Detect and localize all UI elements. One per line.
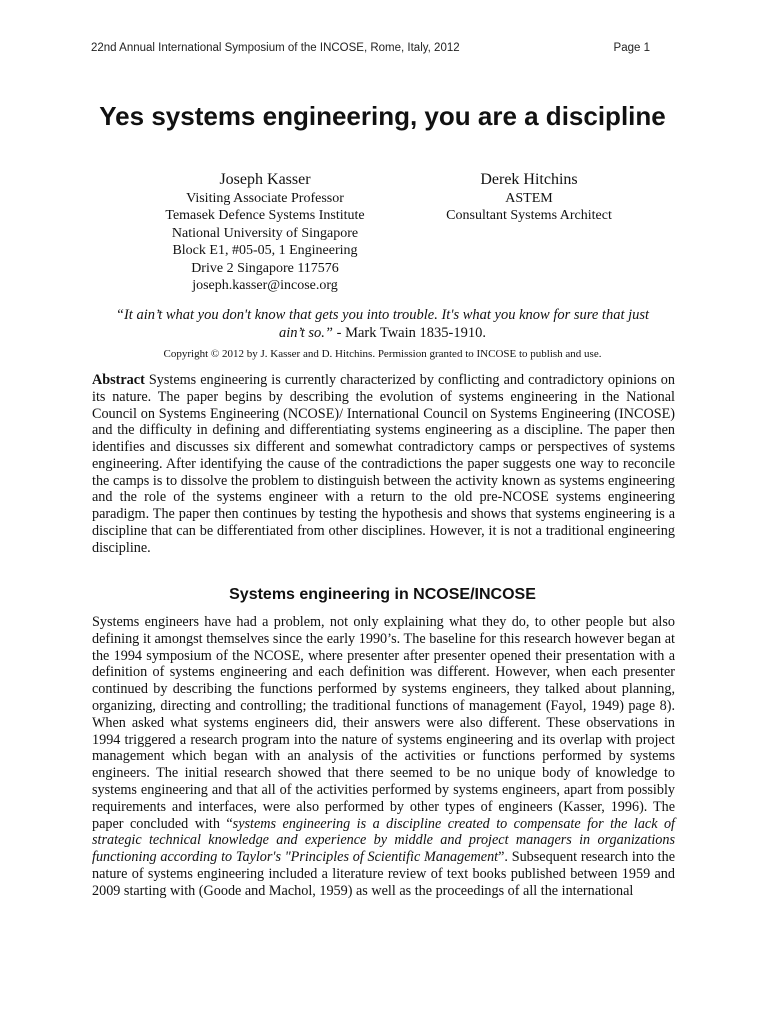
epigraph-quote (110, 306, 655, 342)
section-heading: Systems engineering in NCOSE/INCOSE (229, 586, 536, 603)
author-name: Joseph Kasser (219, 171, 311, 188)
paper-title: Yes systems engineering, you are a discipline (99, 101, 666, 131)
quote-attribution: - Mark Twain 1835-1910. (333, 325, 486, 341)
author-name: Derek Hitchins (480, 171, 578, 188)
section-paragraph (92, 614, 675, 900)
running-header (91, 42, 650, 54)
author-affiliation-line: Consultant Systems Architect (446, 208, 612, 224)
author-affiliation-line: National University of Singapore (171, 225, 359, 241)
author-hitchins (414, 170, 644, 294)
author-affiliation-line: ASTEM (505, 191, 553, 206)
paragraph-text: Systems engineers have had a problem, not only explaining what they do, to other people but also defining it amongst themselves since the early 1990’s. The baseline for this research however began at the 1994 symposium of the NCOSE, where presenter after presenter opened their presentation with a definition of systems engineering and each definition was different. However, when each presenter continued by describing the functions performed by systems engineers, they talked about planning, organizing, directing and controlling; the traditional functions of management (Fayol, 1949) page 8). When asked what systems engineers did, their answers were also different. These observations in 1994 triggered a research program into the nature of systems engineering and its overlap with project management which began with an analysis of the activities or functions performed by systems engineers. The initial research showed that there seemed to be no unique body of knowledge to systems engineering and that all of the activities performed by systems engineers, apart from possibly requirements and interfaces, were also performed by other types of engineers (Kasser, 1996). The paper concluded with “ (92, 614, 675, 832)
copyright-notice: Copyright © 2012 by J. Kasser and D. Hitchins. Permission granted to INCOSE to publish and use. (163, 348, 602, 360)
author-affiliation-line: Temasek Defence Systems Institute (165, 208, 365, 224)
header-conference: 22nd Annual International Symposium of the INCOSE, Rome, Italy, 2012 (91, 42, 460, 54)
paragraph-italic-quote: systems engineering is a discipline created to compensate for the lack of strategic technical knowledge and experience by middle and project managers in organizations functioning according to Taylor's "Principles of Scientific Management (92, 815, 675, 866)
paragraph-text-continued: ”. Subsequent research into the nature of systems engineering included a literature review of text books published between 1959 and 2009 starting with (Goode and Machol, 1959) as well as the proceedings of all the international (92, 849, 675, 899)
abstract-paragraph (92, 372, 675, 556)
abstract-label: Abstract (92, 372, 145, 388)
header-page-number: Page 1 (613, 42, 650, 54)
author-block (120, 170, 660, 294)
author-kasser (120, 170, 410, 294)
author-affiliation-line: Block E1, #05-05, 1 Engineering (172, 243, 358, 259)
author-affiliation-line: Drive 2 Singapore 117576 (191, 260, 339, 276)
author-affiliation-line: Visiting Associate Professor (186, 191, 344, 206)
quote-text: “It ain’t what you don't know that gets you into trouble. It's what you know for sure that just ain’t so.” (115, 307, 650, 341)
author-email: joseph.kasser@incose.org (192, 278, 338, 294)
abstract-text: Systems engineering is currently characterized by conflicting and contradictory opinions on its nature. The paper begins by describing the evolution of systems engineering in the National Council on Systems Engineering (NCOSE)/ International Council on Systems Engineering (INCOSE) and the difficulty in defining and differentiating systems engineering as a discipline. The paper then identifies and discusses six different and somewhat contradictory camps or perspectives of systems engineering. After identifying the cause of the contradictions the paper suggests one way to reconcile the camps is to dissolve the problem to distinguish between the activity known as systems engineering and the role of the systems engineer with a return to the old pre-NCOSE systems engineering paradigm. The paper then continues by testing the hypothesis and shows that systems engineering is a discipline that can be differentiated from other disciplines. However, it is not a traditional engineering discipline. (92, 372, 675, 556)
